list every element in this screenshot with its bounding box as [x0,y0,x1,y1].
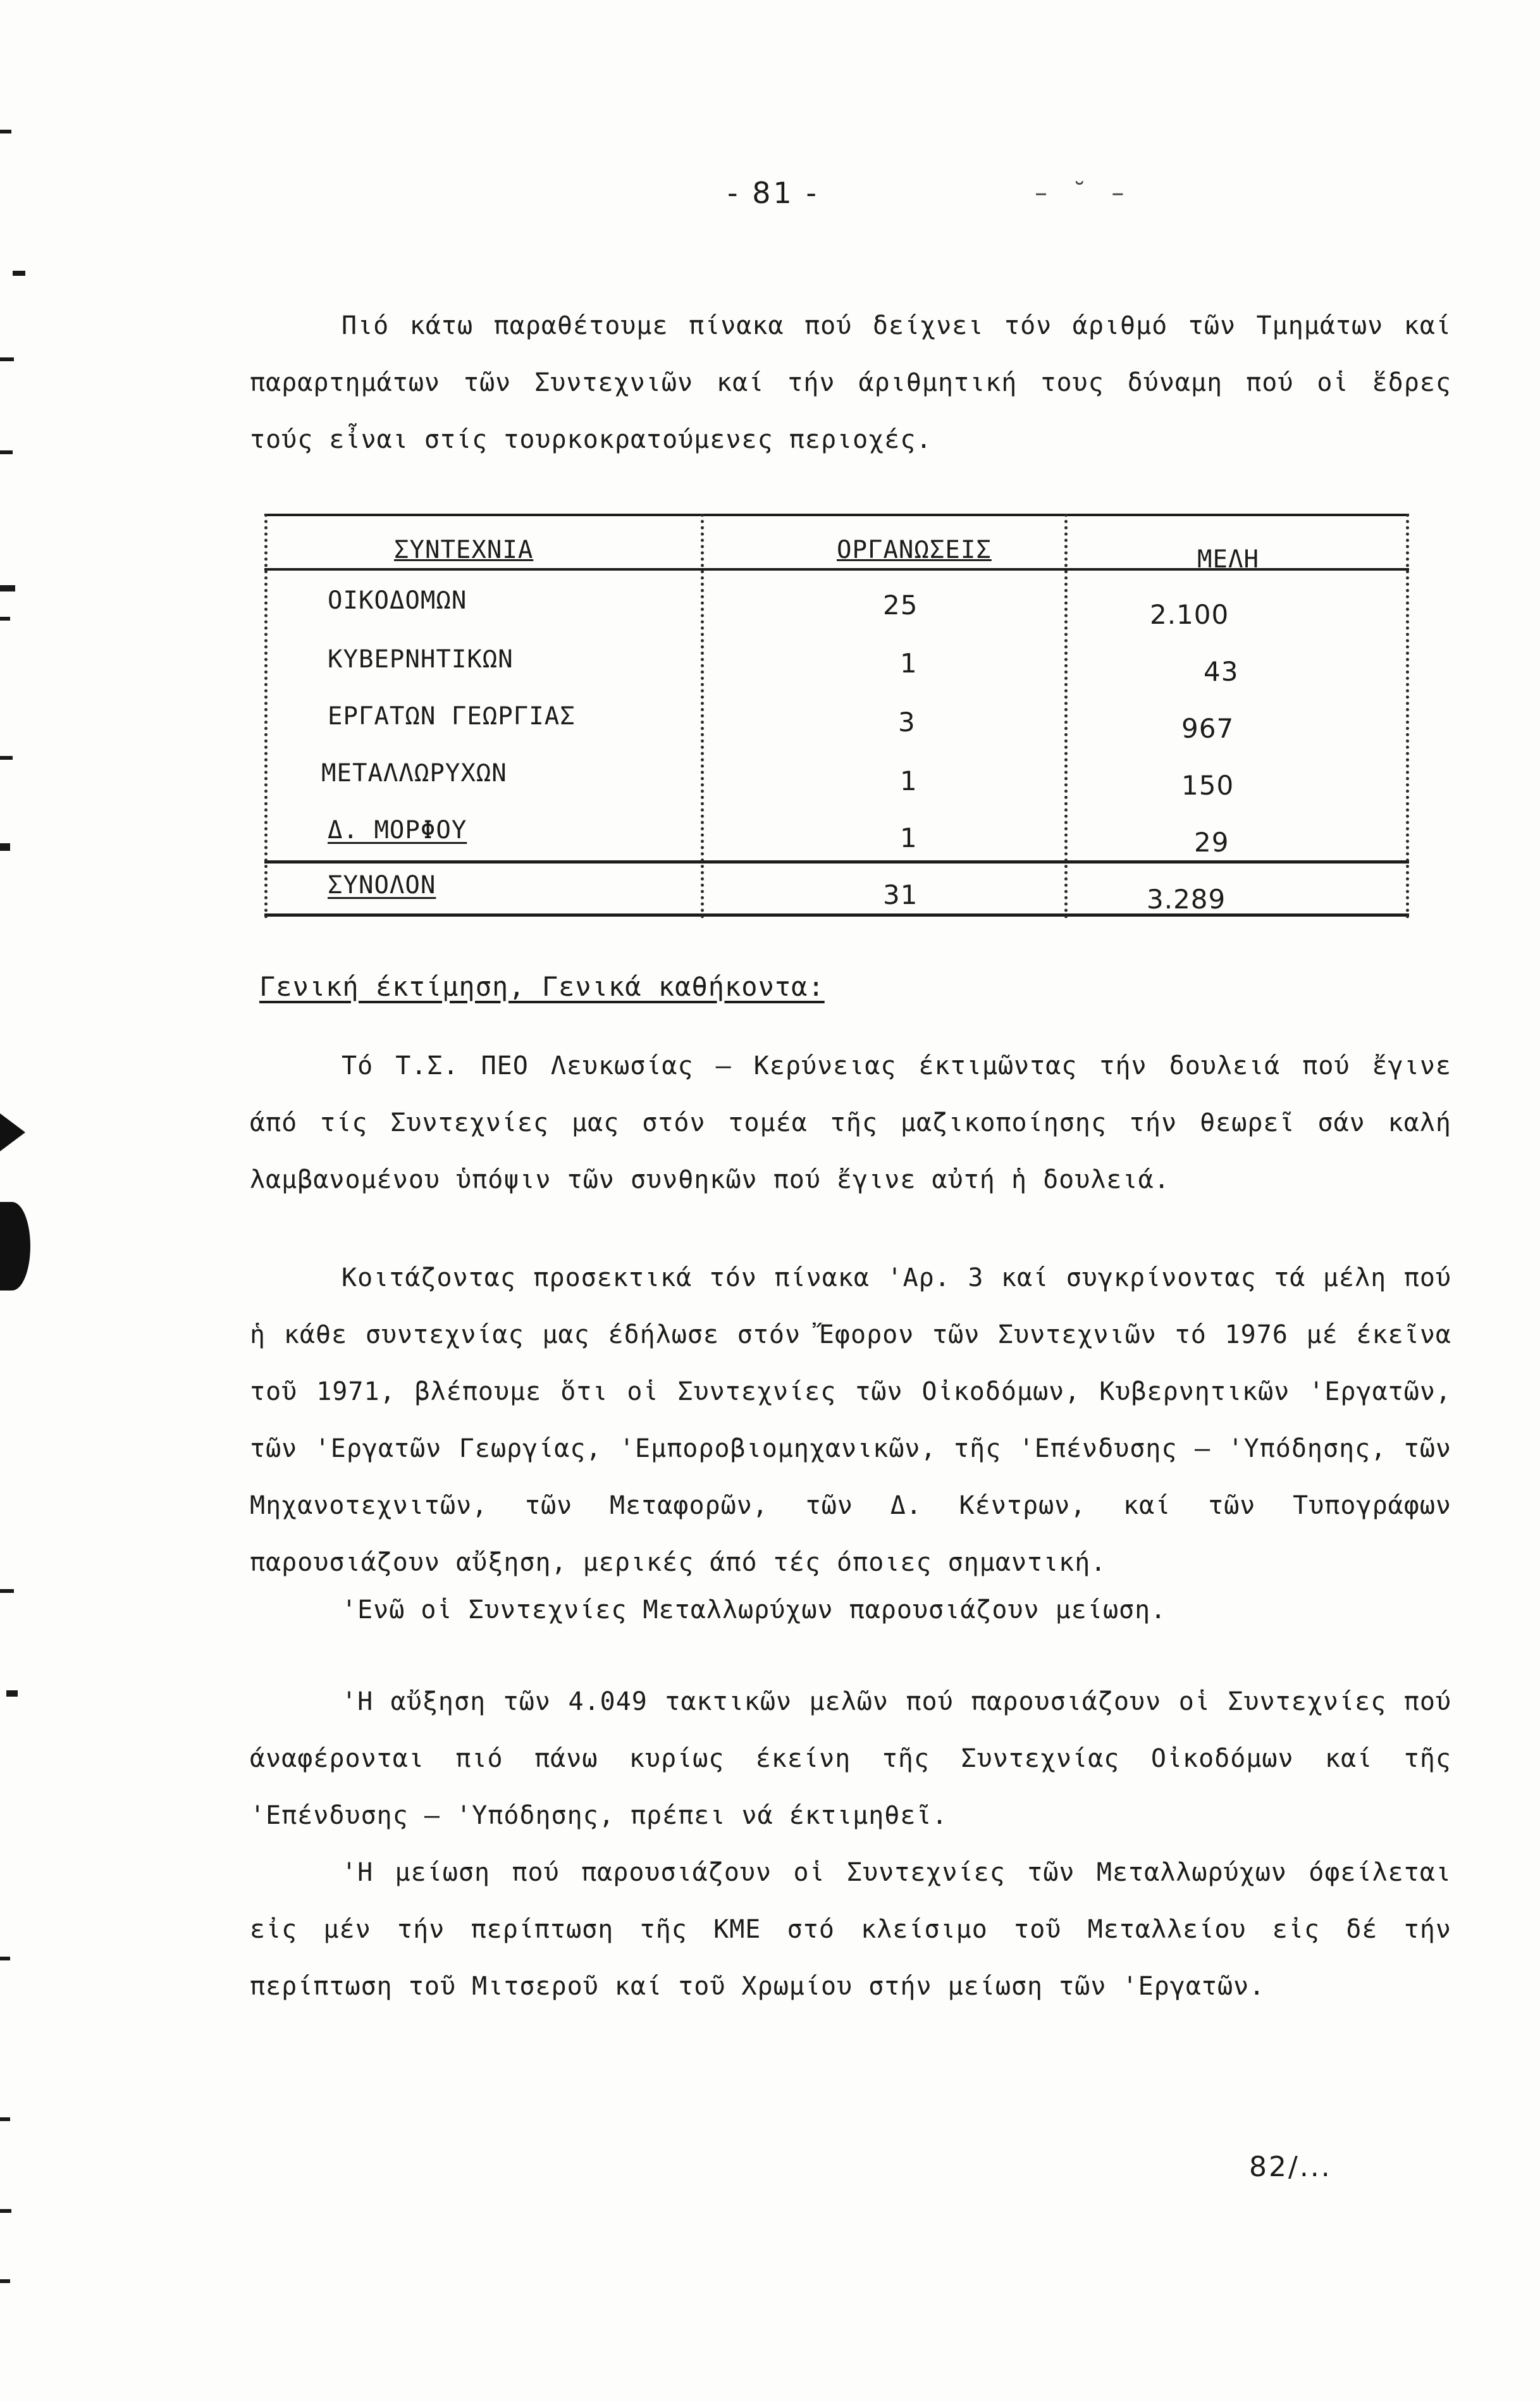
table-column-divider-2 [1064,514,1068,919]
table-total-members: 3.289 [1147,884,1226,915]
table-row-organizations: 3 [898,707,916,738]
table-top-rule [264,514,1409,516]
body-paragraph [250,1249,1451,1591]
table-total-name: ΣΥΝΟΛΟΝ [328,871,436,900]
table-row-organizations: 1 [900,765,918,796]
paragraph-text: 'Η αὔξηση τῶν 4.049 τακτικῶν μελῶν πού παρουσιάζουν οἱ Συντεχνίες πού άναφέρονται πιό πάνω κυρίως έκείνη τῆς Συντεχνίας Οἰκοδόμων καί τῆς 'Επένδυσης – 'Υπόδησης, πρέπει νά έκτιμηθεῖ. [250,1687,1451,1830]
intro-paragraph [250,297,1451,468]
table-row-name: ΕΡΓΑΤΩΝ ΓΕΩΡΓΙΑΣ [328,702,576,731]
header-union: ΣΥΝΤΕΧΝΙΑ [394,536,534,564]
page-number: - 81 - [727,176,819,210]
paragraph-text: Κοιτάζοντας προσεκτικά τόν πίνακα 'Αρ. 3 καί συγκρίνοντας τά μέλη πού ἡ κάθε συντεχνίας μας έδήλωσε στόν Ἔφορον τῶν Συντεχνιῶν τό 1976 μέ έκεῖνα τοῦ 1971, βλέπουμε ὅτι οἱ Συντεχνίες τῶν Οἰκοδόμων, Κυβερνητικῶν 'Εργατῶν, τῶν 'Εργατῶν Γεωργίας, 'Εμποροβιομηχανικῶν, τῆς 'Επένδυσης – 'Υπόδησης, τῶν Μηχανοτεχνιτῶν, τῶν Μεταφορῶν, τῶν Δ. Κέντρων, καί τῶν Τυπογράφων παρουσιάζουν αὔξηση, μερικές άπό τές όποιες σημαντική. [250,1263,1451,1577]
table-row-name: ΟΙΚΟΔΟΜΩΝ [328,586,467,615]
paragraph-text: 'Η μείωση πού παρουσιάζουν οἱ Συντεχνίες τῶν Μεταλλωρύχων όφείλεται εἰς μέν τήν περίπτωση τῆς ΚΜΕ στό κλείσιμο τοῦ Μεταλλείου εἰς δέ τήν περίπτωση τοῦ Μιτσεροῦ καί τοῦ Χρωμίου στήν μείωση τῶν 'Εργατῶν. [250,1858,1451,2001]
section-heading: Γενική έκτίμηση, Γενικά καθήκοντα: [259,971,825,1002]
body-paragraph [250,1582,1451,1638]
table-total-organizations: 31 [883,879,918,910]
next-page-reference: 82/... [1249,2151,1332,2183]
table-row-members: 150 [1181,770,1235,801]
table-row-organizations: 1 [900,822,918,853]
table-right-border [1406,514,1409,919]
table-row-organizations: 1 [900,648,918,679]
header-organizations: ΟΡΓΑΝΩΣΕΙΣ [837,536,992,564]
header-members: ΜΕΛΗ [1197,545,1259,574]
table-row-name: ΜΕΤΑΛΛΩΡΥΧΩΝ [321,759,507,788]
table-column-divider-1 [701,514,704,919]
table-row-members: 2.100 [1150,599,1229,630]
paragraph-text: 'Ενῶ οἱ Συντεχνίες Μεταλλωρύχων παρουσιάζουν μείωση. [342,1595,1167,1625]
paragraph-text: Τό Τ.Σ. ΠΕΟ Λευκωσίας – Κερύνειας έκτιμῶντας τήν δουλειά πού ἔγινε άπό τίς Συντεχνίες μας στόν τομέα τῆς μαζικοποίησης τήν θεωρεῖ σάν καλή λαμβανομένου ὑπόψιν τῶν συνθηκῶν πού ἔγινε αὐτή ἡ δουλειά. [250,1051,1451,1194]
table-row-members: 29 [1194,827,1229,858]
body-paragraph [250,1673,1451,1844]
table-row-name: ΚΥΒΕΡΝΗΤΙΚΩΝ [328,645,514,674]
body-paragraph [250,1037,1451,1208]
top-right-mark: – ˘ – [1035,178,1133,207]
table-row-name: Δ. ΜΟΡΦΟΥ [328,816,467,845]
table-row-organizations: 25 [883,590,918,621]
body-paragraph [250,1844,1451,2015]
table-left-border [264,514,268,919]
table-row-members: 43 [1204,656,1239,687]
table-bottom-rule [264,913,1409,917]
intro-text: Πιό κάτω παραθέτουμε πίνακα πού δείχνει τόν άριθμό τῶν Τμημάτων καί παραρτημάτων τῶν Συντεχνιῶν καί τήν άριθμητική τους δύναμη πού οἱ ἕδρες τούς εἶναι στίς τουρκοκρατούμενες περιοχές. [250,311,1451,454]
table-total-rule [264,860,1409,864]
scan-left-edge [0,0,25,2402]
table-row-members: 967 [1181,713,1235,744]
unions-table [264,514,1409,919]
